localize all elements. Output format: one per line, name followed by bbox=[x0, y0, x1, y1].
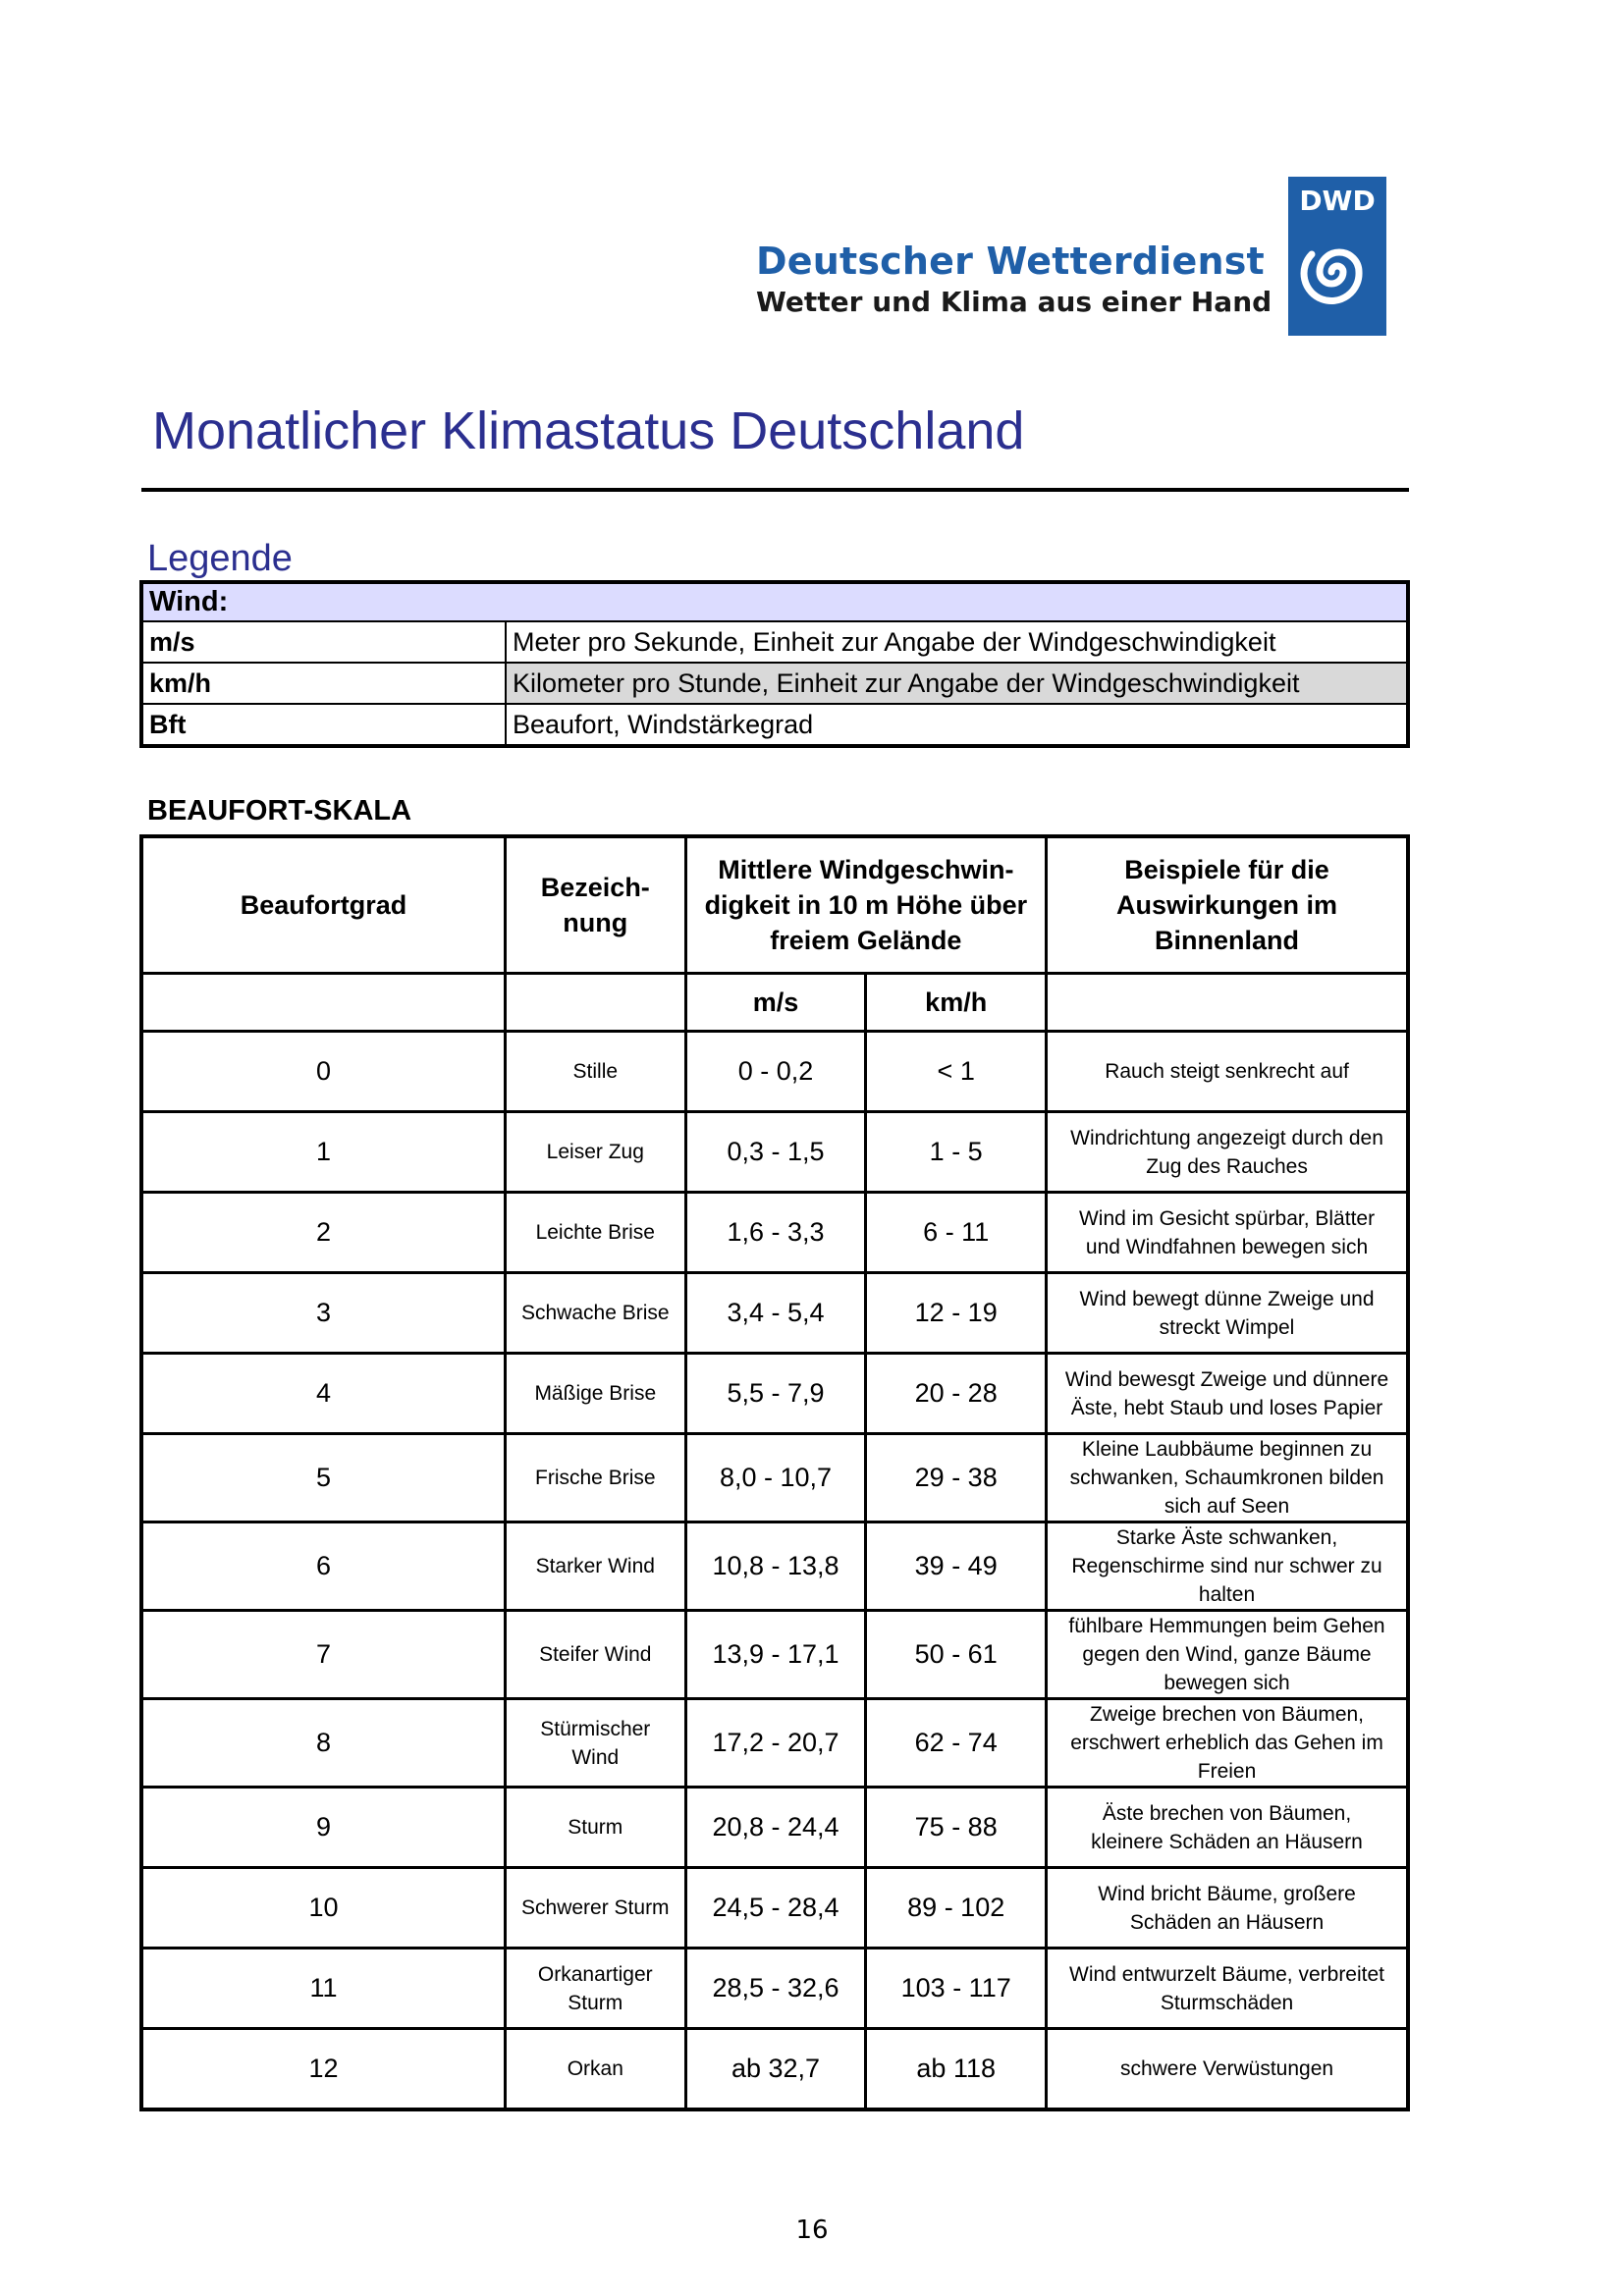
speed-ms-cell: 28,5 - 32,6 bbox=[685, 1949, 866, 2029]
beaufort-grade-cell: 10 bbox=[141, 1868, 505, 1949]
table-row bbox=[141, 1193, 1408, 1273]
col-header-name: Bezeich- nung bbox=[505, 836, 685, 974]
legend-desc: Beaufort, Windstärkegrad bbox=[506, 704, 1408, 746]
unit-cell-empty bbox=[1047, 974, 1408, 1032]
beaufort-grade-cell: 12 bbox=[141, 2029, 505, 2110]
speed-kmh-cell: 103 - 117 bbox=[866, 1949, 1047, 2029]
org-tagline: Wetter und Klima aus einer Hand bbox=[756, 286, 1272, 318]
page-number: 16 bbox=[795, 2216, 829, 2245]
col-header-kmh: km/h bbox=[866, 974, 1047, 1032]
effect-cell: Wind bricht Bäume, großere Schäden an Häusern bbox=[1047, 1868, 1408, 1949]
wind-name-cell: Frische Brise bbox=[505, 1434, 685, 1522]
speed-kmh-cell: 89 - 102 bbox=[866, 1868, 1047, 1949]
beaufort-body bbox=[141, 1032, 1408, 2110]
wind-name-cell: Stürmischer Wind bbox=[505, 1699, 685, 1788]
table-row bbox=[141, 1868, 1408, 1949]
col-header-speed: Mittlere Windgeschwin- digkeit in 10 m Höhe über freiem Gelände bbox=[685, 836, 1046, 974]
brand-block bbox=[756, 240, 1272, 320]
dwd-logo bbox=[1288, 177, 1386, 336]
unit-cell-empty bbox=[505, 974, 685, 1032]
wind-name-cell: Schwache Brise bbox=[505, 1273, 685, 1354]
beaufort-grade-cell: 11 bbox=[141, 1949, 505, 2029]
speed-ms-cell: 13,9 - 17,1 bbox=[685, 1611, 866, 1699]
beaufort-grade-cell: 1 bbox=[141, 1112, 505, 1193]
col-header-ms: m/s bbox=[685, 974, 866, 1032]
speed-kmh-cell: ab 118 bbox=[866, 2029, 1047, 2110]
legend-row bbox=[141, 621, 1408, 663]
effect-cell: Starke Äste schwanken, Regenschirme sind nur schwer zu halten bbox=[1047, 1522, 1408, 1611]
speed-ms-cell: ab 32,7 bbox=[685, 2029, 866, 2110]
table-row bbox=[141, 1949, 1408, 2029]
table-row bbox=[141, 1611, 1408, 1699]
table-row bbox=[141, 1112, 1408, 1193]
beaufort-grade-cell: 2 bbox=[141, 1193, 505, 1273]
legend-desc: Kilometer pro Stunde, Einheit zur Angabe der Windgeschwindigkeit bbox=[506, 663, 1408, 704]
speed-ms-cell: 0,3 - 1,5 bbox=[685, 1112, 866, 1193]
beaufort-table bbox=[139, 834, 1410, 2111]
wind-name-cell: Schwerer Sturm bbox=[505, 1868, 685, 1949]
speed-kmh-cell: 62 - 74 bbox=[866, 1699, 1047, 1788]
beaufort-grade-cell: 4 bbox=[141, 1354, 505, 1434]
wind-name-cell: Starker Wind bbox=[505, 1522, 685, 1611]
speed-kmh-cell: 1 - 5 bbox=[866, 1112, 1047, 1193]
speed-ms-cell: 5,5 - 7,9 bbox=[685, 1354, 866, 1434]
table-row bbox=[141, 2029, 1408, 2110]
speed-ms-cell: 0 - 0,2 bbox=[685, 1032, 866, 1112]
speed-ms-cell: 17,2 - 20,7 bbox=[685, 1699, 866, 1788]
speed-kmh-cell: < 1 bbox=[866, 1032, 1047, 1112]
effect-cell: Kleine Laubbäume beginnen zu schwanken, Schaumkronen bilden sich auf Seen bbox=[1047, 1434, 1408, 1522]
wind-name-cell: Orkan bbox=[505, 2029, 685, 2110]
speed-kmh-cell: 75 - 88 bbox=[866, 1788, 1047, 1868]
beaufort-heading: BEAUFORT-SKALA bbox=[147, 795, 412, 827]
col-header-effect: Beispiele für die Auswirkungen im Binnenland bbox=[1047, 836, 1408, 974]
beaufort-grade-cell: 5 bbox=[141, 1434, 505, 1522]
speed-ms-cell: 8,0 - 10,7 bbox=[685, 1434, 866, 1522]
effect-cell: Windrichtung angezeigt durch den Zug des Rauches bbox=[1047, 1112, 1408, 1193]
legend-abbr: Bft bbox=[141, 704, 506, 746]
wind-name-cell: Sturm bbox=[505, 1788, 685, 1868]
speed-ms-cell: 24,5 - 28,4 bbox=[685, 1868, 866, 1949]
effect-cell: fühlbare Hemmungen beim Gehen gegen den Wind, ganze Bäume bewegen sich bbox=[1047, 1611, 1408, 1699]
speed-ms-cell: 10,8 - 13,8 bbox=[685, 1522, 866, 1611]
effect-cell: Rauch steigt senkrecht auf bbox=[1047, 1032, 1408, 1112]
wind-name-cell: Stille bbox=[505, 1032, 685, 1112]
speed-kmh-cell: 20 - 28 bbox=[866, 1354, 1047, 1434]
logo-text: DWD bbox=[1299, 185, 1376, 217]
effect-cell: Wind bewesgt Zweige und dünnere Äste, hebt Staub und loses Papier bbox=[1047, 1354, 1408, 1434]
legend-row bbox=[141, 704, 1408, 746]
wind-name-cell: Orkanartiger Sturm bbox=[505, 1949, 685, 2029]
beaufort-grade-cell: 0 bbox=[141, 1032, 505, 1112]
speed-kmh-cell: 39 - 49 bbox=[866, 1522, 1047, 1611]
table-row bbox=[141, 1522, 1408, 1611]
title-divider bbox=[141, 488, 1409, 492]
effect-cell: schwere Verwüstungen bbox=[1047, 2029, 1408, 2110]
speed-kmh-cell: 50 - 61 bbox=[866, 1611, 1047, 1699]
legend-abbr: km/h bbox=[141, 663, 506, 704]
page-title: Monatlicher Klimastatus Deutschland bbox=[152, 401, 1025, 460]
effect-cell: Zweige brechen von Bäumen, erschwert erheblich das Gehen im Freien bbox=[1047, 1699, 1408, 1788]
table-row bbox=[141, 1032, 1408, 1112]
table-row bbox=[141, 1354, 1408, 1434]
effect-cell: Wind im Gesicht spürbar, Blätter und Windfahnen bewegen sich bbox=[1047, 1193, 1408, 1273]
effect-cell: Wind bewegt dünne Zweige und streckt Wimpel bbox=[1047, 1273, 1408, 1354]
effect-cell: Äste brechen von Bäumen, kleinere Schäden an Häusern bbox=[1047, 1788, 1408, 1868]
wind-name-cell: Leiser Zug bbox=[505, 1112, 685, 1193]
table-row bbox=[141, 1273, 1408, 1354]
wind-name-cell: Steifer Wind bbox=[505, 1611, 685, 1699]
speed-ms-cell: 20,8 - 24,4 bbox=[685, 1788, 866, 1868]
speed-kmh-cell: 12 - 19 bbox=[866, 1273, 1047, 1354]
legend-heading: Legende bbox=[147, 538, 293, 579]
legend-row bbox=[141, 663, 1408, 704]
table-row bbox=[141, 1788, 1408, 1868]
col-header-grade: Beaufortgrad bbox=[141, 836, 505, 974]
speed-ms-cell: 3,4 - 5,4 bbox=[685, 1273, 866, 1354]
speed-ms-cell: 1,6 - 3,3 bbox=[685, 1193, 866, 1273]
table-row bbox=[141, 1699, 1408, 1788]
unit-cell-empty bbox=[141, 974, 505, 1032]
beaufort-grade-cell: 3 bbox=[141, 1273, 505, 1354]
wind-name-cell: Mäßige Brise bbox=[505, 1354, 685, 1434]
beaufort-grade-cell: 8 bbox=[141, 1699, 505, 1788]
speed-kmh-cell: 6 - 11 bbox=[866, 1193, 1047, 1273]
beaufort-grade-cell: 6 bbox=[141, 1522, 505, 1611]
speed-kmh-cell: 29 - 38 bbox=[866, 1434, 1047, 1522]
legend-abbr: m/s bbox=[141, 621, 506, 663]
legend-desc: Meter pro Sekunde, Einheit zur Angabe der Windgeschwindigkeit bbox=[506, 621, 1408, 663]
effect-cell: Wind entwurzelt Bäume, verbreitet Sturmschäden bbox=[1047, 1949, 1408, 2029]
org-name: Deutscher Wetterdienst bbox=[756, 240, 1265, 283]
beaufort-grade-cell: 9 bbox=[141, 1788, 505, 1868]
legend-group-label: Wind: bbox=[141, 582, 1408, 621]
legend-table bbox=[139, 580, 1410, 748]
wind-name-cell: Leichte Brise bbox=[505, 1193, 685, 1273]
table-row bbox=[141, 1434, 1408, 1522]
beaufort-grade-cell: 7 bbox=[141, 1611, 505, 1699]
